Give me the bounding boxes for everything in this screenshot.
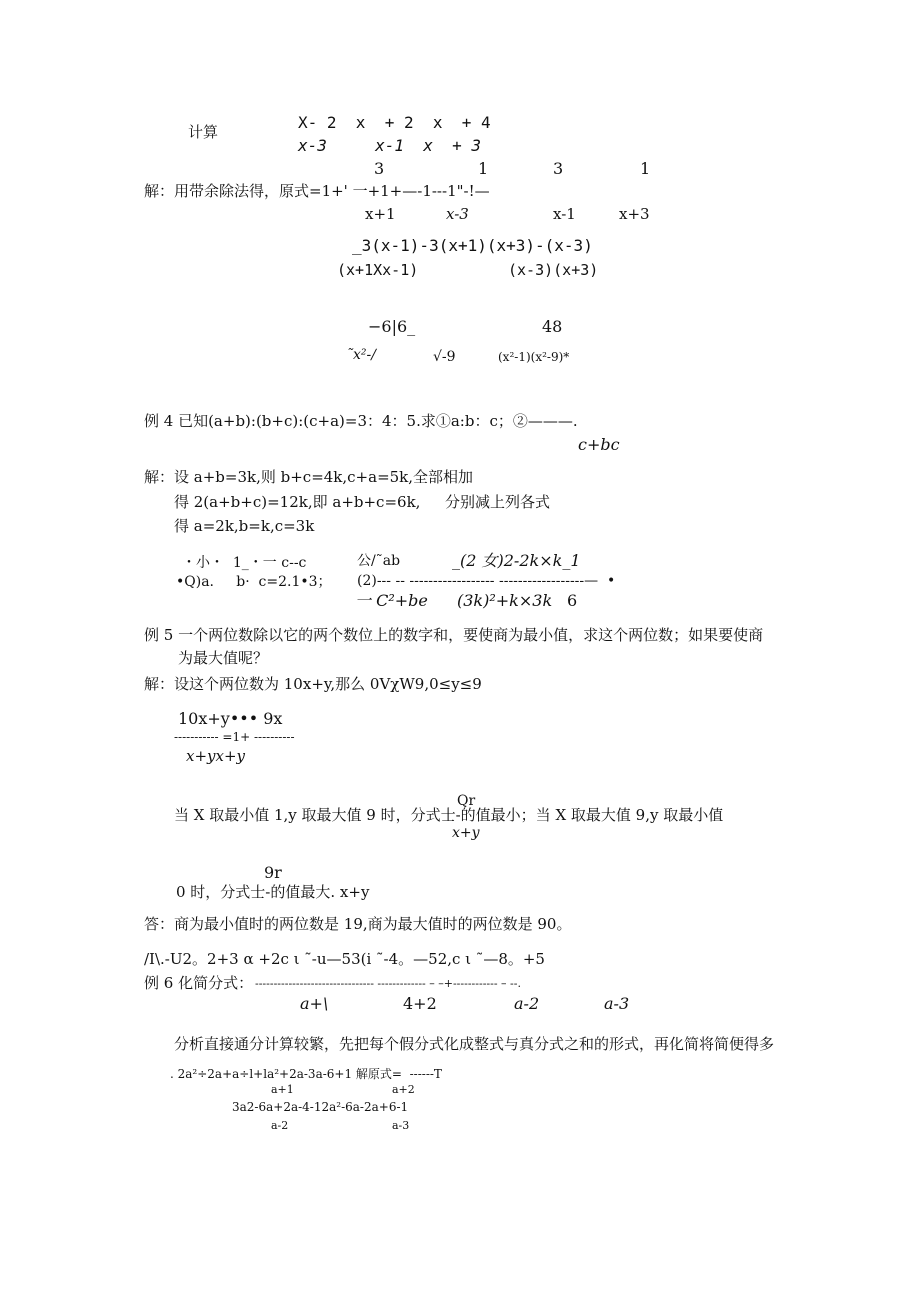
example-5-solution-line: 解：设这个两位数为 10x+y,那么 0VχW9,0≤y≤9 (144, 675, 482, 693)
example-5-equation-bottom: x+yx+y (186, 747, 246, 765)
result-denominator-right: (x²-1)(x²-9)* (498, 350, 570, 364)
example-5-equation-mid: ----------- =1+ ---------- (174, 730, 295, 744)
example-5-statement: 例 5 一个两位数除以它的两个数位上的数字和，要使商为最小值，求这个两位数；如果要使商 (144, 626, 764, 644)
example-6-denominator: a-2 (514, 994, 540, 1013)
example-4-answer-row: ・小・ 1_・一 c--c (182, 555, 307, 571)
result-numerator-right: 48 (542, 317, 563, 336)
example-4-answer-row: _(2 女)2-2k×k_1 (452, 551, 581, 570)
example-5-equation-top: 10x+y••• 9x (178, 709, 283, 728)
calc-numerator: 3 (553, 159, 564, 178)
calc-numerator: 3 (374, 159, 385, 178)
solution-1-fraction-denominator-left: (x+1Xx-1) (337, 261, 419, 279)
example-6-solution-line: 3a2-6a+2a-4-12a²-6a-2a+6-1 (232, 1100, 409, 1114)
example-6-analysis: 分析直接通分计算较繁，先把每个假分式化成整式与真分式之和的形式，再化简将简便得多 (174, 1035, 775, 1053)
solution-1-denominator: x-3 (446, 205, 469, 223)
example-6-subscript: a-3 (392, 1119, 410, 1132)
result-numerator-left: −6|6_ (368, 317, 416, 336)
calc-numerator: 1 (640, 159, 651, 178)
example-5-fraction-denominator: x+y (452, 825, 480, 841)
solution-1-denominator: x+3 (619, 205, 650, 223)
example-4-solution-note: 分别减上列各式 (445, 493, 551, 511)
solution-1-denominator: x-1 (553, 205, 576, 223)
example-4-statement: 例 4 已知(a+b):(b+c):(c+a)=3：4：5.求①a:b：c；②———. (144, 412, 578, 430)
example-6-solution-line: . 2a²÷2a+a÷l+la²+2a-3a-6+1 解原式= ------T (170, 1067, 442, 1081)
solution-1-line: 解：用带余除法得，原式=1+' 一+1+—-1---1"-!— (144, 182, 490, 200)
solution-1-denominator: x+1 (365, 205, 396, 223)
example-4-solution-line: 得 a=2k,b=k,c=3k (174, 517, 315, 535)
example-6-subscript: a+1 (271, 1083, 294, 1096)
example-6-subscript: a+2 (392, 1083, 415, 1096)
calc-numerator: 1 (478, 159, 489, 178)
example-6-subscript: a-2 (271, 1119, 289, 1132)
example-5-statement: 为最大值呢？ (178, 649, 269, 667)
example-4-fraction: c+bc (578, 435, 620, 454)
example-6-denominator: a-3 (604, 994, 630, 1013)
example-6-title: 例 6 化简分式： (144, 974, 254, 992)
example-4-answer-row: (2)--- -- ------------------ ------------------— • (357, 573, 616, 589)
calc-expression-bottom: x-3 x-1 x + 3 (298, 136, 482, 155)
example-5-answer: 答：商为最小值时的两位数是 19,商为最大值时的两位数是 90。 (144, 915, 572, 933)
example-4-answer-row: 公/˜ab (357, 553, 401, 569)
example-4-solution-line: 解：设 a+b=3k,则 b+c=4k,c+a=5k,全部相加 (144, 468, 474, 486)
example-4-solution-line: 得 2(a+b+c)=12k,即 a+b+c=6k, (174, 493, 421, 511)
result-denominator-left: ˜x²-∕ (346, 347, 376, 363)
solution-1-fraction-denominator-right: (x-3)(x+3) (508, 261, 599, 279)
example-5-9r: 9r (264, 863, 282, 882)
example-4-answer-row: 一 C²+be (355, 591, 428, 610)
example-6-fraction-line: -------------------------------- ------------- – –+------------ – --. (255, 977, 521, 990)
example-5-explanation: 0 时，分式士-的值最大. x+y (176, 883, 370, 901)
example-6-denominator: 4+2 (403, 994, 437, 1013)
example-4-answer-row: 6 (567, 591, 578, 610)
calc-label: 计算 (188, 123, 219, 141)
example-6-garbled-line: /I\.-U2。2+3 α +2c ι ˜-u—53(i ˜-4。—52,c ι ˜—8。+5 (144, 950, 545, 968)
example-6-denominator: a+\ (300, 994, 329, 1013)
example-5-explanation: 当 X 取最小值 1,y 取最大值 9 时，分式士-的值最小；当 X 取最大值 9,y 取最小值 (174, 806, 724, 824)
example-4-answer-row: (3k)²+k×3k (457, 591, 553, 610)
calc-expression-top: X- 2 x + 2 x + 4 (298, 113, 491, 132)
example-4-answer-row: •Q)a. b· c=2.1•3； (176, 574, 332, 590)
example-5-qr: Qr (457, 793, 476, 809)
solution-1-fraction-numerator: _3(x-1)-3(x+1)(x+3)-(x-3) (352, 236, 593, 255)
result-denominator-mid: √-9 (433, 349, 456, 365)
